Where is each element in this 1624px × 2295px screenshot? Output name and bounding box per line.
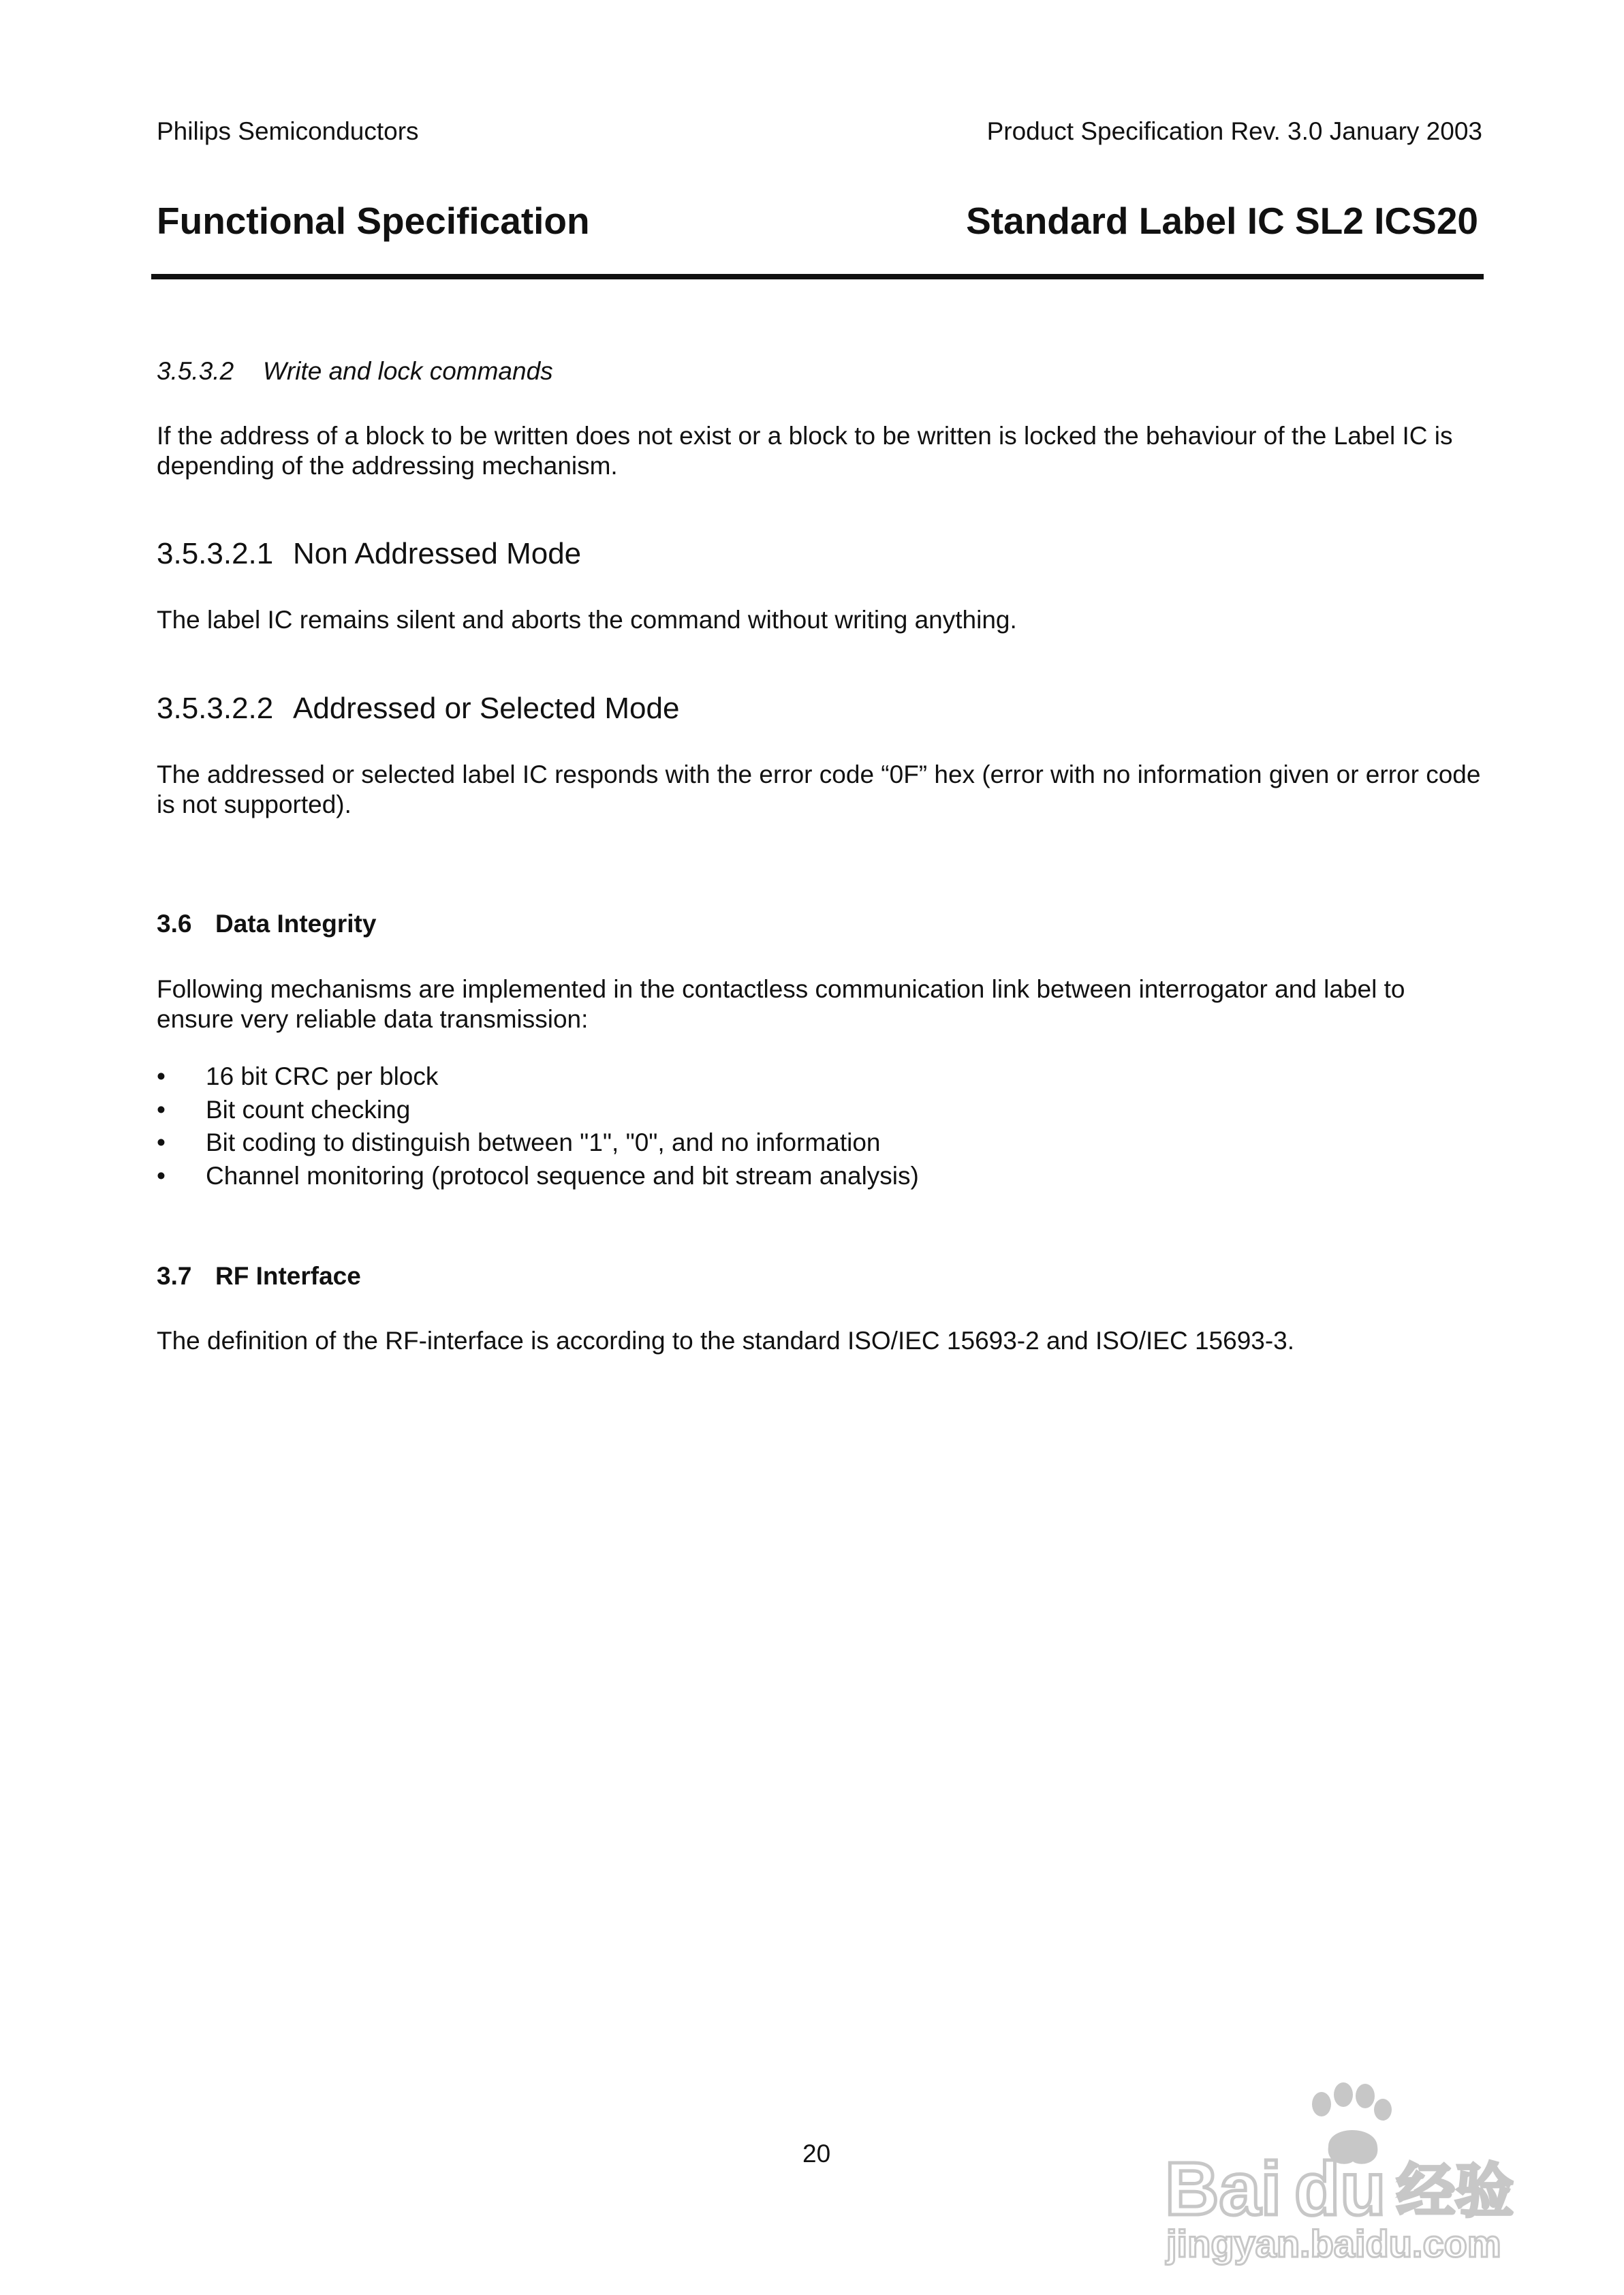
section-title: Non Addressed Mode: [293, 537, 582, 570]
section-heading-write-lock: [157, 357, 553, 386]
bullet-icon: •: [157, 1161, 166, 1190]
header-divider: [151, 274, 1484, 279]
paragraph-rf-interface: The definition of the RF-interface is according to the standard ISO/IEC 15693-2 and ISO/IEC 15693-3.: [157, 1327, 1295, 1355]
list-item-text: Channel monitoring (protocol sequence and bit stream analysis): [206, 1161, 919, 1190]
bullet-icon: •: [157, 1062, 166, 1090]
watermark-brand-text-cn: 经验: [1396, 2157, 1514, 2225]
list-item: [157, 1060, 919, 1094]
paragraph-data-integrity: Following mechanisms are implemented in the contactless communication link between interrogator and label to ensure very reliable data transmission:: [157, 975, 1405, 1033]
section-number: 3.6: [157, 910, 192, 938]
list-item: [157, 1094, 919, 1127]
page-number: 20: [802, 2140, 831, 2168]
list-item-text: Bit count checking: [206, 1095, 411, 1124]
list-item-text: 16 bit CRC per block: [206, 1062, 439, 1090]
section-number: 3.5.3.2.1: [157, 537, 274, 570]
section-number: 3.5.3.2: [157, 357, 234, 385]
section-number: 3.7: [157, 1262, 192, 1290]
section-heading-rf-interface: [157, 1262, 361, 1291]
section-title: Addressed or Selected Mode: [293, 692, 680, 725]
list-item: [157, 1126, 919, 1160]
section-title: Write and lock commands: [263, 357, 553, 385]
baidu-watermark-logo: [1158, 2071, 1540, 2269]
watermark-url-text: jingyan.baidu.com: [1166, 2222, 1501, 2265]
paragraph-non-addressed: The label IC remains silent and aborts the command without writing anything.: [157, 606, 1017, 634]
product-title: Standard Label IC SL2 ICS20: [966, 200, 1478, 242]
header-spec-line: Product Specification Rev. 3.0 January 2003: [986, 117, 1482, 145]
section-title: RF Interface: [215, 1262, 361, 1290]
header-company: Philips Semiconductors: [157, 117, 419, 145]
section-heading-data-integrity: [157, 910, 376, 938]
bullet-list: [157, 1060, 919, 1192]
paragraph-write-lock: If the address of a block to be written does not exist or a block to be written is locked the behaviour of the Label IC is depending of the addressing mechanism.: [157, 422, 1453, 480]
bullet-icon: •: [157, 1095, 166, 1124]
section-heading-non-addressed: [157, 537, 581, 571]
section-heading-addressed: [157, 692, 679, 726]
list-item-text: Bit coding to distinguish between "1", "0", and no information: [206, 1128, 881, 1156]
paragraph-addressed: The addressed or selected label IC responds with the error code “0F” hex (error with no information given or error code is not supported).: [157, 760, 1481, 818]
list-item: [157, 1160, 919, 1193]
watermark-brand-text: Bai: [1165, 2147, 1282, 2231]
bullet-icon: •: [157, 1128, 166, 1156]
section-number: 3.5.3.2.2: [157, 692, 274, 725]
page-title: Functional Specification: [157, 200, 590, 242]
watermark-brand-text-du: du: [1294, 2147, 1386, 2231]
section-title: Data Integrity: [215, 910, 377, 938]
